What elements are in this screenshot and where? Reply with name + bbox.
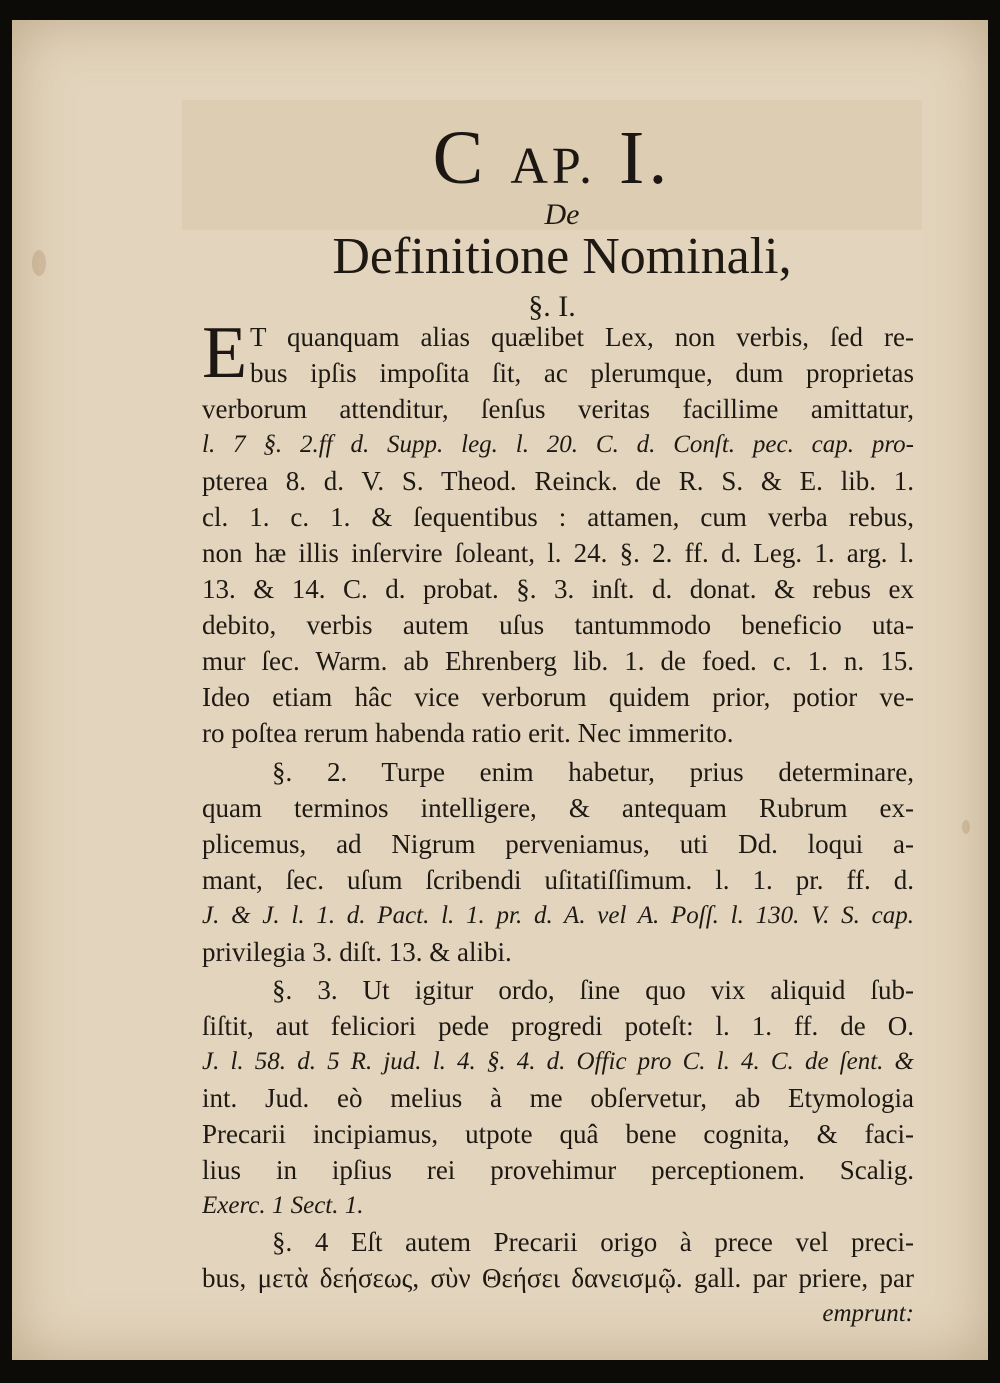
text-line: bus ipſis impoſita ſit, ac plerumque, dum proprietas <box>250 358 914 388</box>
chapter-initial: C <box>432 116 488 200</box>
text-line: int. Jud. eò melius à me obſervetur, ab Etymologia <box>202 1083 914 1113</box>
text-line: ro poſtea rerum habenda ratio erit. Nec immerito. <box>202 718 734 748</box>
text-line: lius in ipſius rei provehimur perceptionem. Scalig. <box>202 1155 914 1185</box>
text-line: Ideo etiam hâc vice verborum quidem prior, potior ve- <box>202 682 914 712</box>
ink-stain <box>962 820 970 834</box>
text-line: pterea 8. d. V. S. Theod. Reinck. de R. S. & E. lib. 1. <box>202 466 914 496</box>
drop-cap: E <box>202 312 248 394</box>
section-title: Definitione Nominali, <box>332 228 792 285</box>
text-line: mant, ſec. uſum ſcribendi uſitatiſſimum. l. 1. pr. ff. d. <box>202 865 914 895</box>
text-line: l. 7 §. 2.ff d. Supp. leg. l. 20. C. d. Conſt. pec. cap. pro- <box>202 431 914 458</box>
text-line: plicemus, ad Nigrum perveniamus, uti Dd. loqui a- <box>202 829 914 859</box>
text-line: cl. 1. c. 1. & ſequentibus : attamen, cum verba rebus, <box>202 502 914 532</box>
text-line: Precarii incipiamus, utpote quâ bene cognita, & faci- <box>202 1119 914 1149</box>
text-line: verborum attenditur, ſenſus veritas facillime amittatur, <box>202 394 914 424</box>
text-line: debito, verbis autem uſus tantummodo beneficio uta- <box>202 610 914 640</box>
chapter-number: I. <box>619 116 672 200</box>
chapter-word: AP. <box>510 138 597 195</box>
text-line: §. 2. Turpe enim habetur, prius determinare, <box>272 757 914 787</box>
subtitle-de: De <box>544 198 580 231</box>
text-line: J. l. 58. d. 5 R. jud. l. 4. §. 4. d. Offic pro C. l. 4. C. de ſent. & <box>202 1048 914 1075</box>
text-line: quam terminos intelligere, & antequam Rubrum ex- <box>202 793 914 823</box>
text-line: §. 4 Eſt autem Precarii origo à prece vel preci- <box>272 1227 914 1257</box>
text-line: 13. & 14. C. d. probat. §. 3. inſt. d. donat. & rebus ex <box>202 574 914 604</box>
text-line: ſiſtit, aut feliciori pede progredi poteſt: l. 1. ff. de O. <box>202 1011 914 1041</box>
ink-stain <box>32 250 46 276</box>
book-page <box>12 20 988 1360</box>
text-line: J. & J. l. 1. d. Pact. l. 1. pr. d. A. vel A. Poſſ. l. 130. V. S. cap. <box>202 902 914 929</box>
text-line: T quanquam alias quælibet Lex, non verbis, ſed re- <box>250 322 914 352</box>
text-line: bus, μετὰ δεήσεως, σὺν Θεήσει δανεισμῷ. gall. par priere, par <box>202 1263 914 1293</box>
text-line: privilegia 3. diſt. 13. & alibi. <box>202 937 512 967</box>
catchword: emprunt: <box>822 1300 914 1327</box>
text-line: §. 3. Ut igitur ordo, ſine quo vix aliquid ſub- <box>272 975 914 1005</box>
paragraph-mark-1: §. I. <box>528 290 576 323</box>
text-line: Exerc. 1 Sect. 1. <box>202 1192 364 1219</box>
chapter-heading <box>202 115 902 202</box>
text-line: mur ſec. Warm. ab Ehrenberg lib. 1. de foed. c. 1. n. 15. <box>202 646 914 676</box>
text-line: non hæ illis inſervire ſoleant, l. 24. §. 2. ff. d. Leg. 1. arg. l. <box>202 538 914 568</box>
